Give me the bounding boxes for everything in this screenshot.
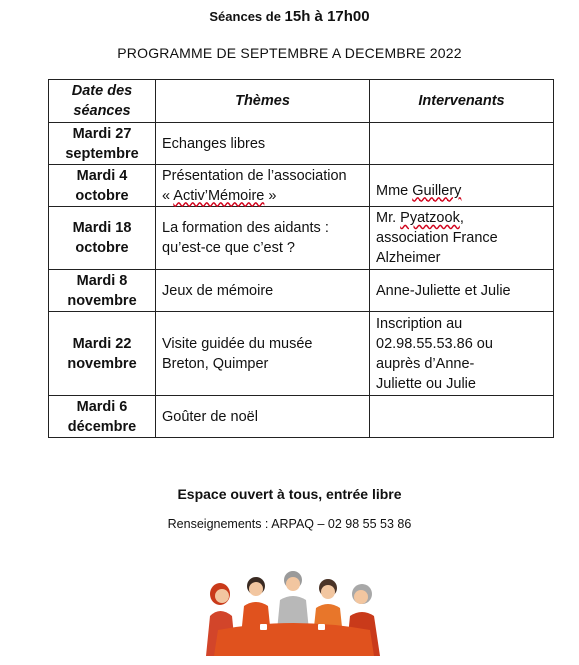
spellcheck-mark: Activ’Mémoire bbox=[173, 187, 265, 204]
session-speaker: Mr. Pyatzook, association France Alzheimer bbox=[370, 207, 554, 270]
open-space-notice: Espace ouvert à tous, entrée libre bbox=[177, 486, 402, 502]
session-date: Mardi 27 septembre bbox=[49, 123, 156, 165]
session-hours bbox=[0, 8, 579, 25]
cup bbox=[260, 624, 267, 630]
table-row bbox=[49, 123, 554, 165]
session-theme: Jeux de mémoire bbox=[156, 270, 370, 312]
session-speaker bbox=[370, 396, 554, 438]
table-row bbox=[49, 207, 554, 270]
session-theme: Présentation de l’association « Activ’Mémoire » bbox=[156, 165, 370, 207]
spellcheck-mark: Pyatzook bbox=[400, 210, 460, 226]
session-date: Mardi 18 octobre bbox=[49, 207, 156, 270]
session-theme: La formation des aidants : qu’est-ce que c’est ? bbox=[156, 207, 370, 270]
session-theme: Echanges libres bbox=[156, 123, 370, 165]
session-date: Mardi 6 décembre bbox=[49, 396, 156, 438]
header-themes: Thèmes bbox=[156, 80, 370, 123]
session-speaker: Inscription au 02.98.55.53.86 ou auprès d’Anne- Juliette ou Julie bbox=[370, 312, 554, 396]
table-row bbox=[49, 270, 554, 312]
session-speaker: Anne-Juliette et Julie bbox=[370, 270, 554, 312]
session-theme: Goûter de noël bbox=[156, 396, 370, 438]
program-title: PROGRAMME DE SEPTEMBRE A DECEMBRE 2022 bbox=[117, 45, 462, 61]
table-header-row bbox=[49, 80, 554, 123]
spellcheck-mark: Guillery bbox=[412, 182, 462, 199]
contact-info: Renseignements : ARPAQ – 02 98 55 53 86 bbox=[167, 517, 412, 531]
table-row bbox=[49, 312, 554, 396]
session-speaker bbox=[370, 123, 554, 165]
cup bbox=[318, 624, 325, 630]
session-date: Mardi 8 novembre bbox=[49, 270, 156, 312]
table-row bbox=[49, 396, 554, 438]
session-theme: Visite guidée du musée Breton, Quimper bbox=[156, 312, 370, 396]
session-date: Mardi 4 octobre bbox=[49, 165, 156, 207]
session-hours-range: 15h à 17h00 bbox=[284, 8, 370, 25]
group-around-table-illustration bbox=[198, 566, 388, 656]
table-top bbox=[214, 623, 374, 656]
schedule-table bbox=[48, 79, 554, 438]
table-row bbox=[49, 165, 554, 207]
header-date: Date des séances bbox=[49, 80, 156, 123]
session-date: Mardi 22 novembre bbox=[49, 312, 156, 396]
session-speaker: Mme Guillery bbox=[370, 165, 554, 207]
header-speakers: Intervenants bbox=[370, 80, 554, 123]
session-hours-prefix: Séances de bbox=[209, 9, 285, 24]
